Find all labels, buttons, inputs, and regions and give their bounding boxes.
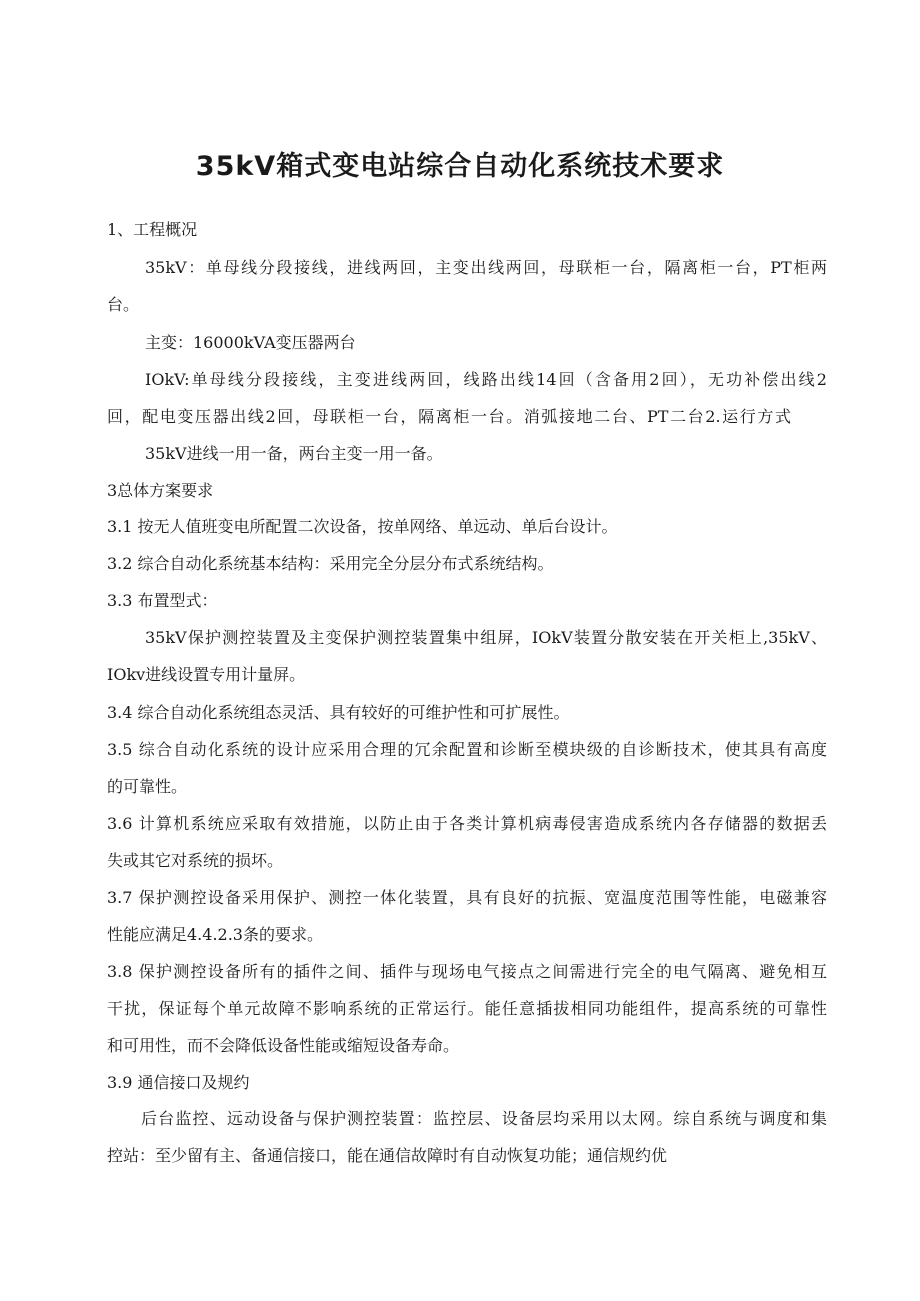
paragraph-line: 和可用性，而不会降低设备性能或缩短设备寿命。: [107, 1036, 460, 1055]
clause-3-4: 3.4 综合自动化系统组态灵活、具有较好的可维护性和可扩展性。: [107, 703, 570, 722]
paragraph-line: 性能应满足4.4.2.3条的要求。: [107, 925, 323, 944]
paragraph-line: 干扰，保证每个单元故障不影响系统的正常运行。能任意插拔相同功能组件，提高系统的可靠性: [107, 999, 827, 1018]
clause-3-8: 3.8 保护测控设备所有的插件之间、插件与现场电气接点之间需进行完全的电气隔离、避免相互: [107, 962, 827, 981]
paragraph-line: 回，配电变压器出线2回，母联柜一台，隔离柜一台。消弧接地二台、PT二台2.运行方式: [107, 407, 791, 426]
document-title: 35kV箱式变电站综合自动化系统技术要求: [195, 151, 725, 182]
paragraph-line: 35kV：单母线分段接线，进线两回，主变出线两回，母联柜一台，隔离柜一台，PT柜两: [145, 258, 827, 277]
paragraph-line: IOkv进线设置专用计量屏。: [107, 665, 306, 684]
paragraph-line: 主变：16000kVA变压器两台: [145, 333, 356, 352]
paragraph-line: 控站：至少留有主、备通信接口，能在通信故障时有自动恢复功能；通信规约优: [107, 1146, 668, 1165]
clause-3-5: 3.5 综合自动化系统的设计应采用合理的冗余配置和诊断至模块级的自诊断技术，使其具有高度: [107, 740, 827, 759]
paragraph-line: 失或其它对系统的损坏。: [107, 851, 284, 870]
clause-3-6: 3.6 计算机系统应采取有效措施，以防止由于各类计算机病毒侵害造成系统内各存储器的数据丢: [107, 814, 827, 833]
clause-3-7: 3.7 保护测控设备采用保护、测控一体化装置，具有良好的抗振、宽温度范围等性能，电磁兼容: [107, 888, 827, 907]
clause-3-3: 3.3 布置型式：: [107, 591, 218, 610]
paragraph-line: 35kV保护测控装置及主变保护测控装置集中组屏，IOkV装置分散安装在开关柜上,35kV、: [145, 628, 827, 647]
paragraph-line: 35kV进线一用一备，两台主变一用一备。: [145, 444, 443, 463]
clause-3-9: 3.9 通信接口及规约: [107, 1073, 250, 1092]
clause-3-1: 3.1 按无人值班变电所配置二次设备，按单网络、单远动、单后台设计。: [107, 517, 618, 536]
paragraph-line: 台。: [107, 295, 140, 314]
paragraph-line: 的可靠性。: [107, 777, 188, 796]
paragraph-line: IOkV:单母线分段接线，主变进线两回，线路出线14回（含备用2回），无功补偿出线2: [145, 370, 827, 389]
paragraph-line: 后台监控、远动设备与保护测控装置：监控层、设备层均采用以太网。综自系统与调度和集: [141, 1109, 827, 1128]
clause-3-2: 3.2 综合自动化系统基本结构：采用完全分层分布式系统结构。: [107, 554, 554, 573]
section-heading-1: 1、工程概况: [107, 220, 198, 239]
section-heading-3: 3总体方案要求: [107, 481, 214, 500]
